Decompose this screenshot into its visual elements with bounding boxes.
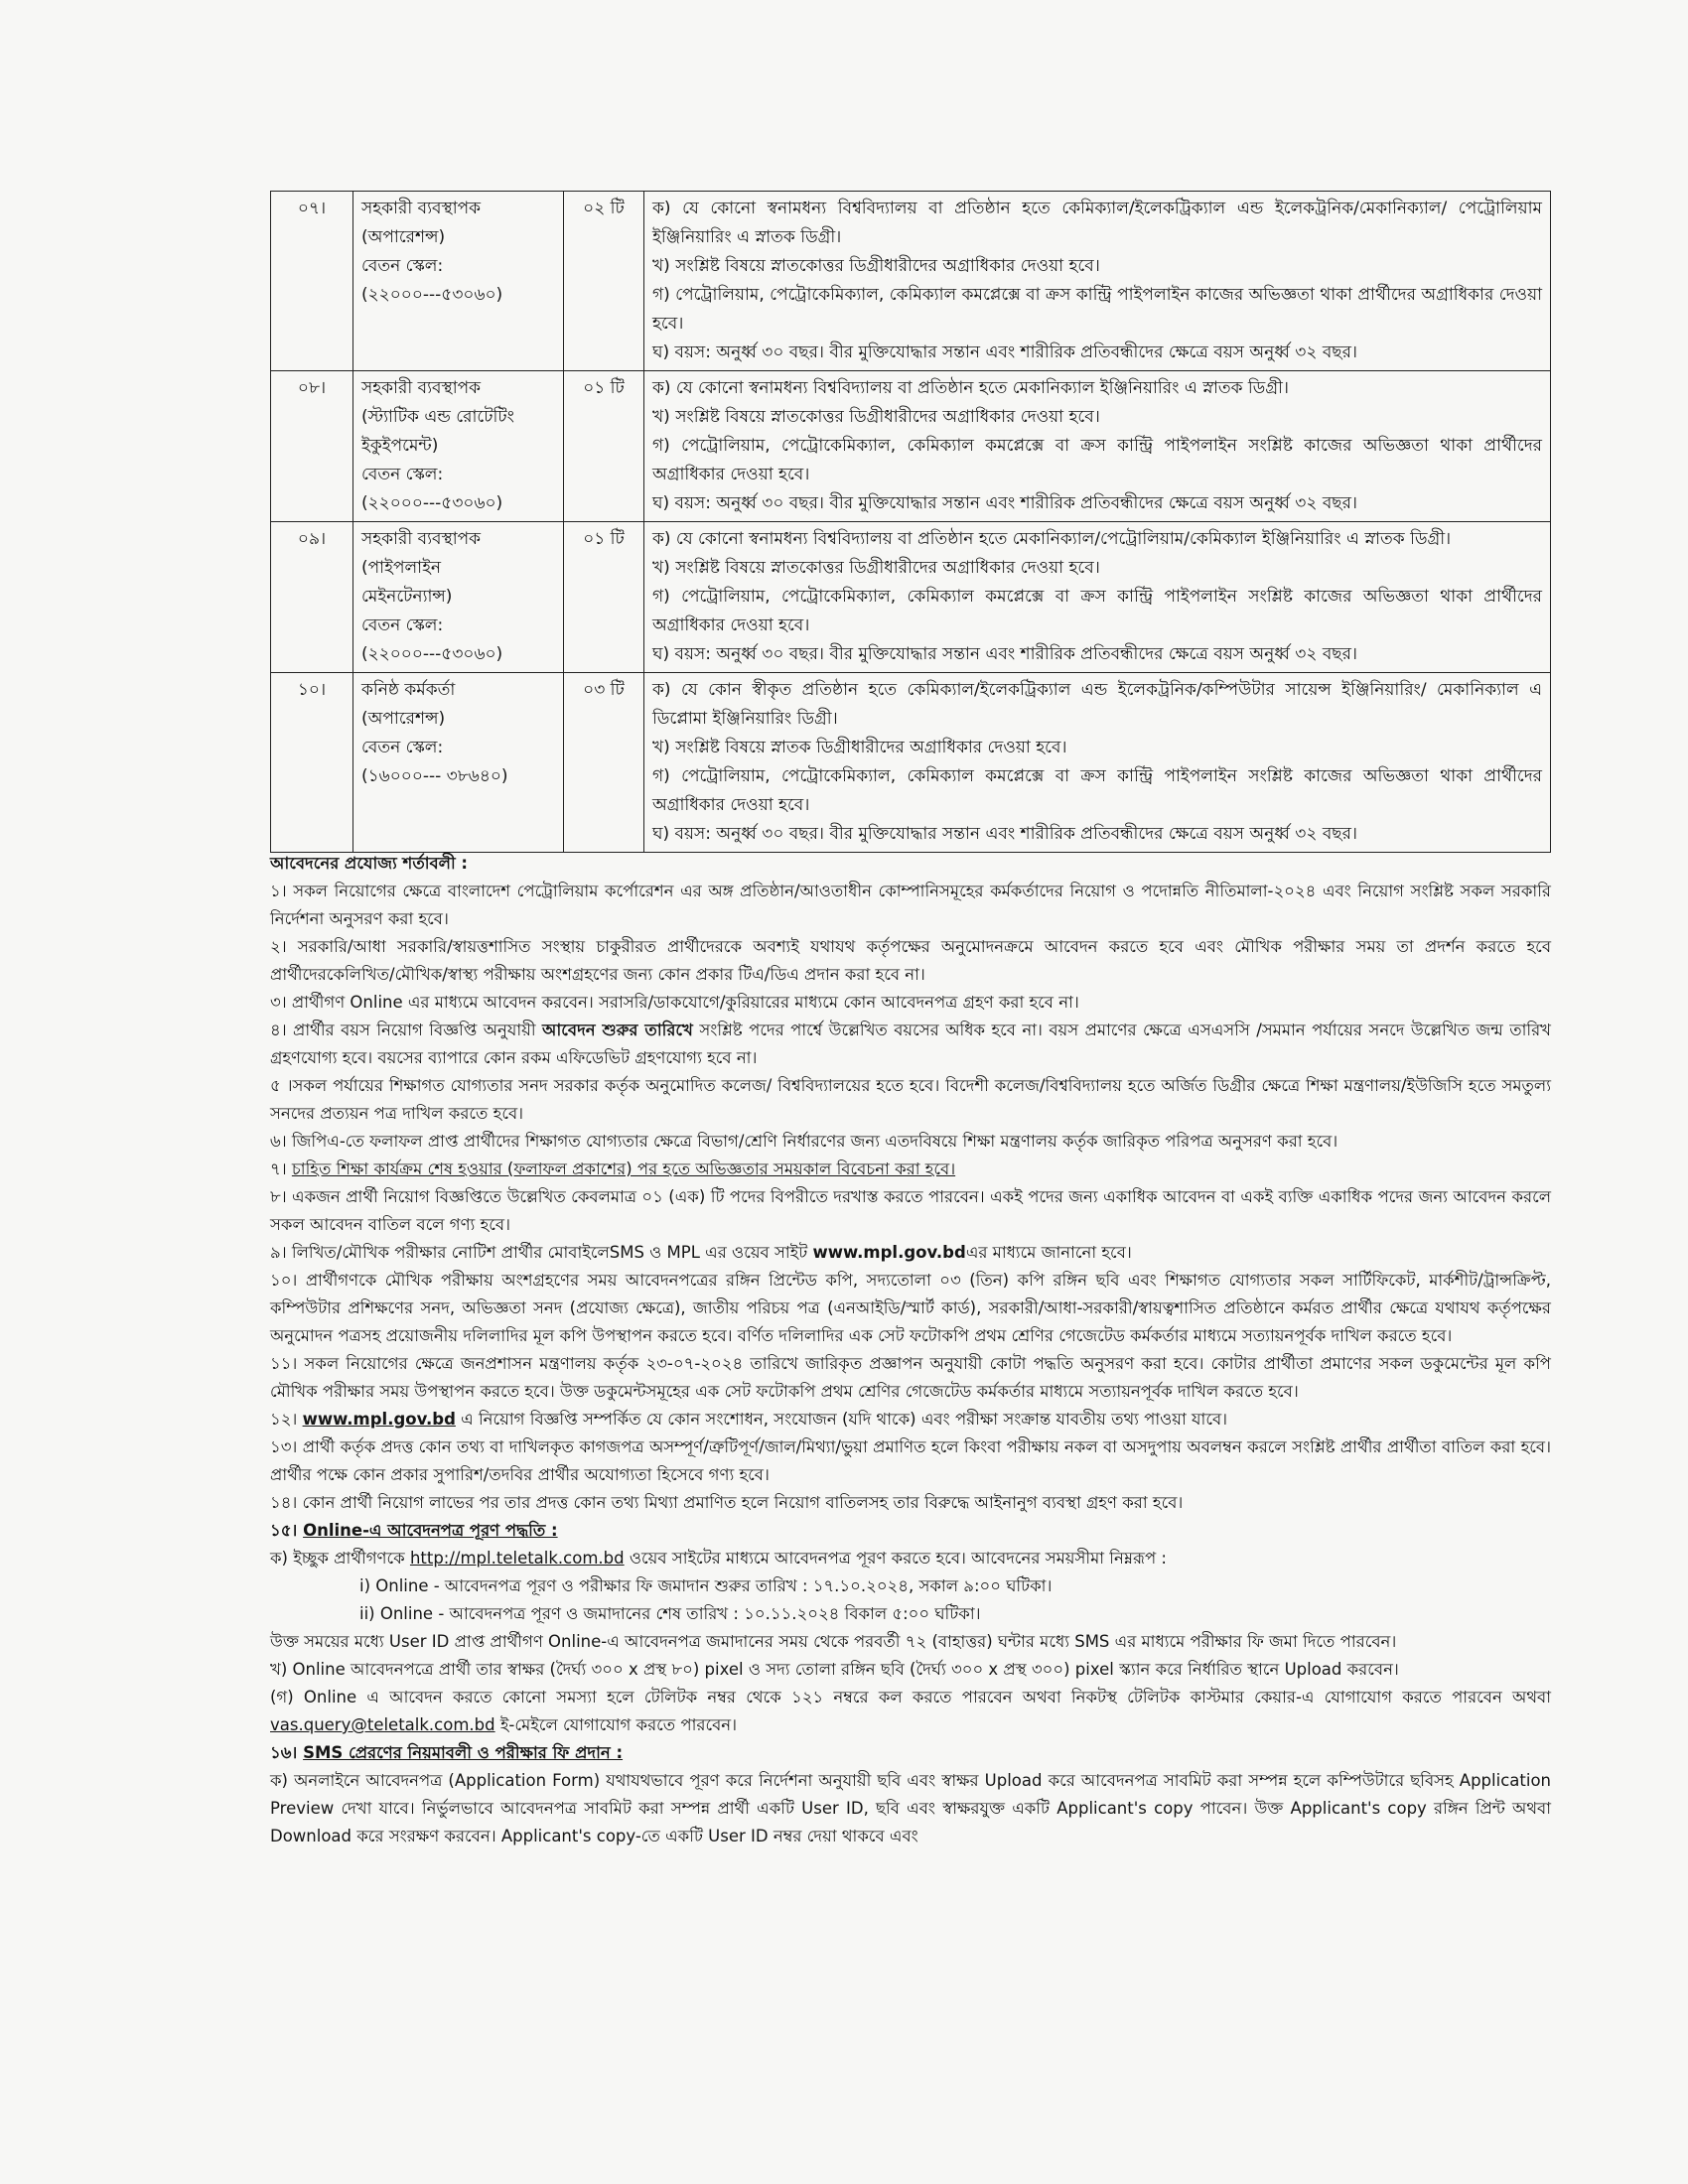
requirement-item: খ) সংশ্লিষ্ট বিষয়ে স্নাতকোত্তর ডিগ্রীধারীদের অগ্রাধিকার দেওয়া হবে। [652, 558, 1100, 578]
condition-12-rest: এ নিয়োগ বিজ্ঞপ্তি সম্পর্কিত যে কোন সংশোধন, সংযোজন (যদি থাকে) এবং পরীক্ষা সংক্রান্ত যাবতীয় তথ্য পাওয়া যাবে। [455, 1410, 1228, 1429]
condition-4-text: ৪। প্রার্থীর বয়স নিয়োগ বিজ্ঞপ্তি অনুযায়ী [270, 1021, 543, 1039]
condition-16-heading [270, 1739, 1551, 1767]
post-name-line: মেইনটেন্যান্স) [361, 587, 453, 607]
post-name-cell [353, 192, 564, 371]
condition-15c-text: (গ) Online এ আবেদন করতে কোনো সমস্যা হলে টেলিটক নম্বর থেকে ১২১ নম্বরে কল করতে পারবেন অথবা নিকটস্থ টেলিটক কাস্টমার কেয়ার-এ যোগাযোগ করতে পারবেন অথবা [270, 1688, 1551, 1706]
condition-4-rest: সংশ্লিষ্ট পদের পার্শ্বে উল্লেখিত বয়সের অধিক হবে না। বয়স প্রমাণের ক্ষেত্রে এসএসসি /সমমান পর্যায়ের সনদে উল্লেখিত জন্ম তারিখ গ্রহণযোগ্য হবে। বয়সের ব্যাপারে কোন রকম এফিডেভিট গ্রহণযোগ্য হবে না। [270, 1021, 1552, 1067]
post-name-cell [353, 673, 564, 853]
condition-6: ৬। জিপিএ-তে ফলাফল প্রাপ্ত প্রার্থীদের শিক্ষাগত যোগ্যতার ক্ষেত্রে বিভাগ/শ্রেণি নির্ধারণের জন্য এতদবিষয়ে শিক্ষা মন্ত্রণালয় কর্তৃক জারিকৃত পরিপত্র অনুসরণ করা হবে। [270, 1132, 1338, 1151]
requirement-item: গ) পেট্রোলিয়াম, পেট্রোকেমিক্যাল, কেমিক্যাল কমপ্লেক্সে বা ক্রস কান্ট্রি পাইপলাইন সংশ্লিষ্ট কাজের অভিজ্ঞতা থাকা প্রার্থীদের অগ্রাধিকার দেওয়া হবে। [652, 587, 1542, 635]
condition-8: ৮। একজন প্রার্থী নিয়োগ বিজ্ঞপ্তিতে উল্লেখিত কেবলমাত্র ০১ (এক) টি পদের বিপরীতে দরখাস্ত করতে পারবেন। একই পদের জন্য একাধিক আবেদন বা একই ব্যক্তি একাধিক পদের জন্য আবেদন করলে সকল আবেদন বাতিল বলে গণ্য হবে। [270, 1187, 1551, 1234]
requirement-item: ঘ) বয়স: অনুর্ধ্ব ৩০ বছর। বীর মুক্তিযোদ্ধার সন্তান এবং শারীরিক প্রতিবন্ধীদের ক্ষেত্রে বয়স অনুর্ধ্ব ৩২ বছর। [652, 493, 1358, 513]
condition-15-heading [270, 1517, 1551, 1545]
post-name-cell [353, 371, 564, 522]
post-name-line: সহকারী ব্যবস্থাপক [361, 529, 482, 549]
post-name-line: (২২০০০---৫৩০৬০) [361, 285, 503, 305]
post-name-line: (২২০০০---৫৩০৬০) [361, 493, 503, 513]
table-row [271, 673, 1551, 853]
condition-16a: ক) অনলাইনে আবেদনপত্র (Application Form) যথাযথভাবে পূরণ করে নির্দেশনা অনুযায়ী ছবি এবং স্বাক্ষর Upload করে আবেদনপত্র সাবমিট করা সম্পন্ন হলে কম্পিউটারে ছবিসহ Application Preview দেখা যাবে। নির্ভুলভাবে আবেদনপত্র সাবমিট করা সম্পন্ন প্রার্থী একটি User ID, ছবি এবং স্বাক্ষরযুক্ত একটি Applicant's copy পাবেন। উক্ত Applicant's copy রঙ্গিন প্রিন্ট অথবা Download করে সংরক্ষণ করবেন। Applicant's copy-তে একটি User ID নম্বর দেয়া থাকবে এবং [270, 1771, 1551, 1845]
post-quantity: ০১ টি [564, 371, 644, 522]
posts-table [270, 191, 1551, 853]
post-requirements-cell [644, 371, 1551, 522]
post-quantity: ০১ টি [564, 522, 644, 673]
condition-7-num: ৭। [270, 1160, 292, 1178]
condition-15c-rest: ই-মেইলে যোগাযোগ করতে পারবেন। [494, 1715, 738, 1734]
condition-12 [270, 1406, 1551, 1433]
post-serial: ০৭। [271, 192, 353, 371]
teletalk-email-link[interactable]: vas.query@teletalk.com.bd [270, 1715, 495, 1734]
condition-13: ১৩। প্রার্থী কর্তৃক প্রদত্ত কোন তথ্য বা দাখিলকৃত কাগজপত্র অসম্পূর্ণ/ত্রুটিপূর্ণ/জাল/মিথ্যা/ভুয়া প্রমাণিত হলে কিংবা পরীক্ষায় নকল বা অসদুপায় অবলম্বন করলে সংশ্লিষ্ট প্রার্থীর প্রার্থীতা বাতিল করা হবে। প্রার্থীর পক্ষে কোন প্রকার সুপারিশ/তদবির প্রার্থীর অযোগ্যতা হিসেবে গণ্য হবে। [270, 1437, 1551, 1484]
requirement-item: ঘ) বয়স: অনুর্ধ্ব ৩০ বছর। বীর মুক্তিযোদ্ধার সন্তান এবং শারীরিক প্রতিবন্ধীদের ক্ষেত্রে বয়স অনুর্ধ্ব ৩২ বছর। [652, 644, 1358, 664]
condition-4-emphasis: আবেদন শুরুর তারিখে [542, 1021, 693, 1039]
table-row [271, 522, 1551, 673]
requirement-item: গ) পেট্রোলিয়াম, পেট্রোকেমিক্যাল, কেমিক্যাল কমপ্লেক্সে বা ক্রস কান্ট্রি পাইপলাইন সংশ্লিষ্ট কাজের অভিজ্ঞতা থাকা প্রার্থীদের অগ্রাধিকার দেওয়া হবে। [652, 436, 1542, 484]
requirement-item: ঘ) বয়স: অনুর্ধ্ব ৩০ বছর। বীর মুক্তিযোদ্ধার সন্তান এবং শারীরিক প্রতিবন্ধীদের ক্ষেত্রে বয়স অনুর্ধ্ব ৩২ বছর। [652, 342, 1358, 362]
post-name-line: বেতন স্কেল: [361, 256, 444, 276]
condition-15a-note: উক্ত সময়ের মধ্যে User ID প্রাপ্ত প্রার্থীগণ Online-এ আবেদনপত্র জমাদানের সময় থেকে পরবর্তী ৭২ (বাহাত্তর) ঘন্টার মধ্যে SMS এর মাধ্যমে পরীক্ষার ফি জমা দিতে পারবেন। [270, 1632, 1397, 1651]
requirement-item: গ) পেট্রোলিয়াম, পেট্রোকেমিক্যাল, কেমিক্যাল কমপ্লেক্সে বা ক্রস কান্ট্রি পাইপলাইন কাজের অভিজ্ঞতা থাকা প্রার্থীদের অগ্রাধিকার দেওয়া হবে। [652, 285, 1543, 334]
condition-16-title: SMS প্রেরণের নিয়মাবলী ও পরীক্ষার ফি প্রদান : [303, 1743, 624, 1762]
condition-15a-end-date: ii) Online - আবেদনপত্র পূরণ ও জমাদানের শেষ তারিখ : ১০.১১.২০২৪ বিকাল ৫:০০ ঘটিকা। [359, 1604, 981, 1623]
requirement-item: ক) যে কোন স্বীকৃত প্রতিষ্ঠান হতে কেমিক্যাল/ইলেকট্রিক্যাল এন্ড ইলেকট্রনিক/কম্পিউটার সায়েন্স ইঞ্জিনিয়ারিং/ মেকানিক্যাল এ ডিপ্লোমা ইঞ্জিনিয়ারিং ডিগ্রী। [652, 680, 1542, 729]
table-row [271, 371, 1551, 522]
mpl-website-link-2[interactable]: www.mpl.gov.bd [302, 1410, 456, 1429]
requirement-item: ঘ) বয়স: অনুর্ধ্ব ৩০ বছর। বীর মুক্তিযোদ্ধার সন্তান এবং শারীরিক প্রতিবন্ধীদের ক্ষেত্রে বয়স অনুর্ধ্ব ৩২ বছর। [652, 824, 1358, 844]
teletalk-link[interactable]: http://mpl.teletalk.com.bd [409, 1549, 625, 1568]
post-name-cell [353, 522, 564, 673]
post-name-line: সহকারী ব্যবস্থাপক [361, 199, 482, 218]
requirement-item: ক) যে কোনো স্বনামধন্য বিশ্ববিদ্যালয় বা প্রতিষ্ঠান হতে কেমিক্যাল/ইলেকট্রিক্যাল এন্ড ইলেকট্রনিক/মেকানিক্যাল/ পেট্রোলিয়াম ইঞ্জিনিয়ারিং এ স্নাতক ডিগ্রী। [652, 199, 1542, 247]
post-name-line: সহকারী ব্যবস্থাপক [361, 378, 482, 398]
condition-3: ৩। প্রার্থীগণ Online এর মাধ্যমে আবেদন করবেন। সরাসরি/ডাকযোগে/কুরিয়ারের মাধ্যমে কোন আবেদনপত্র গ্রহণ করা হবে না। [270, 993, 1079, 1012]
post-serial: ০৮। [271, 371, 353, 522]
condition-15-title: Online-এ আবেদনপত্র পূরণ পদ্ধতি : [303, 1521, 558, 1540]
post-name-line: (পাইপলাইন [361, 558, 442, 578]
condition-1: ১। সকল নিয়োগের ক্ষেত্রে বাংলাদেশ পেট্রোলিয়াম কর্পোরেশন এর অঙ্গ প্রতিষ্ঠান/আওতাধীন কোম্পানিসমূহের কর্মকর্তাদের নিয়োগ ও পদোন্নতি নীতিমালা-২০২৪ এবং নিয়োগ সংশ্লিষ্ট সকল সরকারি নির্দেশনা অনুসরণ করা হবে। [270, 882, 1551, 928]
post-quantity: ০২ টি [564, 192, 644, 371]
requirement-item: খ) সংশ্লিষ্ট বিষয়ে স্নাতকোত্তর ডিগ্রীধারীদের অগ্রাধিকার দেওয়া হবে। [652, 407, 1100, 427]
requirement-item: গ) পেট্রোলিয়াম, পেট্রোকেমিক্যাল, কেমিক্যাল কমপ্লেক্সে বা ক্রস কান্ট্রি পাইপলাইন সংশ্লিষ্ট কাজের অভিজ্ঞতা থাকা প্রার্থীদের অগ্রাধিকার দেওয়া হবে। [652, 766, 1542, 815]
condition-7-text: চাহিত শিক্ষা কার্যক্রম শেষ হওয়ার (ফলাফল প্রকাশের) পর হতে অভিজ্ঞতার সময়কাল বিবেচনা করা হবে। [291, 1160, 956, 1178]
requirement-item: খ) সংশ্লিষ্ট বিষয়ে স্নাতক ডিগ্রীধারীদের অগ্রাধিকার দেওয়া হবে। [652, 738, 1067, 757]
condition-15a-start-date: i) Online - আবেদনপত্র পূরণ ও পরীক্ষার ফি জমাদান শুরুর তারিখ : ১৭.১০.২০২৪, সকাল ৯:০০ ঘটিকা। [359, 1576, 1053, 1595]
condition-9-text: ৯। লিখিত/মৌখিক পরীক্ষার নোটিশ প্রার্থীর মোবাইলেSMS ও MPL এর ওয়েব সাইট [270, 1243, 813, 1262]
condition-15a-text: ক) ইচ্ছুক প্রার্থীগণকে [270, 1549, 410, 1568]
requirement-item: ক) যে কোনো স্বনামধন্য বিশ্ববিদ্যালয় বা প্রতিষ্ঠান হতে মেকানিক্যাল/পেট্রোলিয়াম/কেমিক্যাল ইঞ্জিনিয়ারিং এ স্নাতক ডিগ্রী। [652, 529, 1452, 549]
condition-15b: খ) Online আবেদনপত্রে প্রার্থী তার স্বাক্ষর (দৈর্ঘ্য ৩০০ x প্রস্থ ৮০) pixel ও সদ্য তোলা রঙ্গিন ছবি (দৈর্ঘ্য ৩০০ x প্রস্থ ৩০০) pixel স্ক্যান করে নির্ধারিত স্থানে Upload করবেন। [270, 1660, 1399, 1679]
condition-15c [270, 1684, 1551, 1739]
post-serial: ০৯। [271, 522, 353, 673]
condition-12-num: ১২। [270, 1410, 303, 1429]
post-name-line: বেতন স্কেল: [361, 615, 444, 635]
condition-15a [270, 1545, 1551, 1572]
post-name-line: (অপারেশন্স) [361, 709, 446, 729]
condition-16-num: ১৬। [270, 1743, 304, 1762]
condition-15a-rest: ওয়েব সাইটের মাধ্যমে আবেদনপত্র পূরণ করতে হবে। আবেদনের সময়সীমা নিম্নরূপ : [624, 1549, 1167, 1568]
condition-4 [270, 1017, 1551, 1072]
post-name-line: (২২০০০---৫৩০৬০) [361, 644, 503, 664]
post-serial: ১০। [271, 673, 353, 853]
requirement-item: ক) যে কোনো স্বনামধন্য বিশ্ববিদ্যালয় বা প্রতিষ্ঠান হতে মেকানিক্যাল ইঞ্জিনিয়ারিং এ স্নাতক ডিগ্রী। [652, 378, 1289, 398]
post-requirements-cell [644, 673, 1551, 853]
post-requirements-cell [644, 522, 1551, 673]
condition-11: ১১। সকল নিয়োগের ক্ষেত্রে জনপ্রশাসন মন্ত্রণালয় কর্তৃক ২৩-০৭-২০২৪ তারিখে জারিকৃত প্রজ্ঞাপন অনুযায়ী কোটা পদ্ধতি অনুসরণ করা হবে। কোটার প্রার্থীতা প্রমাণের সকল ডকুমেন্টের মূল কপি মৌখিক পরীক্ষার সময় উপস্থাপন করতে হবে। উক্ত ডকুমেন্টসমূহের এক সেট ফটোকপি প্রথম শ্রেণির গেজেটেড কর্মকর্তার মাধ্যমে সত্যায়নপূর্বক দাখিল করতে হবে। [270, 1354, 1551, 1401]
post-name-line: বেতন স্কেল: [361, 738, 444, 757]
condition-9-rest: এর মাধ্যমে জানানো হবে। [965, 1243, 1132, 1262]
post-name-line: (১৬০০০--- ৩৮৬৪০) [361, 766, 508, 786]
condition-2: ২। সরকারি/আধা সরকারি/স্বায়ত্তশাসিত সংস্থায় চাকুরীরত প্রার্থীদেরকে অবশ্যই যথাযথ কর্তৃপক্ষের অনুমোদনক্রমে আবেদন করতে হবে এবং মৌখিক পরীক্ষার সময় তা প্রদর্শন করতে হবে প্রার্থীদেরকেলিখিত/মৌখিক/স্বাস্থ্য পরীক্ষায় অংশগ্রহণের জন্য কোন প্রকার টিএ/ডিএ প্রদান করা হবে না। [270, 937, 1551, 984]
condition-10: ১০। প্রার্থীগণকে মৌখিক পরীক্ষায় অংশগ্রহণের সময় আবেদনপত্রের রঙ্গিন প্রিন্টেড কপি, সদ্যতোলা ০৩ (তিন) কপি রঙ্গিন ছবি এবং শিক্ষাগত যোগ্যতার সকল সার্টিফিকেট, মার্কশীট/ট্রান্সক্রিপ্ট, কম্পিউটার প্রশিক্ষণের সনদ, অভিজ্ঞতা সনদ (প্রযোজ্য ক্ষেত্রে), জাতীয় পরিচয় পত্র (এনআইডি/স্মার্ট কার্ড), সরকারী/আধা-সরকারী/স্বায়ত্বশাসিত প্রতিষ্ঠানে কর্মরত প্রার্থীর ক্ষেত্রে যথাযথ কর্তৃপক্ষের অনুমোদন পত্রসহ প্রয়োজনীয় দলিলাদির মূল কপি উপস্থাপন করতে হবে। বর্ণিত দলিলাদির এক সেট ফটোকপি প্রথম শ্রেণির গেজেটেড কর্মকর্তার মাধ্যমে সত্যায়নপূর্বক দাখিল করতে হবে। [270, 1271, 1551, 1345]
post-quantity: ০৩ টি [564, 673, 644, 853]
table-row [271, 192, 1551, 371]
condition-7 [270, 1156, 1551, 1183]
post-name-line: কনিষ্ঠ কর্মকর্তা [361, 680, 456, 700]
condition-14: ১৪। কোন প্রার্থী নিয়োগ লাভের পর তার প্রদত্ত কোন তথ্য মিথ্যা প্রমাণিত হলে নিয়োগ বাতিলসহ তার বিরুদ্ধে আইনানুগ ব্যবস্থা গ্রহণ করা হবে। [270, 1493, 1184, 1512]
post-name-line: (অপারেশন্স) [361, 227, 446, 247]
post-requirements-cell [644, 192, 1551, 371]
mpl-website-link[interactable]: www.mpl.gov.bd [812, 1243, 966, 1262]
conditions-heading: আবেদনের প্রযোজ্য শর্তাবলী : [270, 854, 469, 873]
post-name-line: ইকুইপমেন্ট) [361, 436, 439, 456]
post-name-line: (স্ট্যাটিক এন্ড রোটেটিং [361, 407, 514, 427]
condition-5: ৫ ।সকল পর্যায়ের শিক্ষাগত যোগ্যতার সনদ সরকার কর্তৃক অনুমোদিত কলেজ/ বিশ্ববিদ্যালয়ের হতে হবে। বিদেশী কলেজ/বিশ্ববিদ্যালয় হতে অর্জিত ডিগ্রীর ক্ষেত্রে শিক্ষা মন্ত্রণালয়/ইউজিসি হতে সমতুল্য সনদের প্রত্যয়ন পত্র দাখিল করতে হবে। [270, 1076, 1551, 1123]
requirement-item: খ) সংশ্লিষ্ট বিষয়ে স্নাতকোত্তর ডিগ্রীধারীদের অগ্রাধিকার দেওয়া হবে। [652, 256, 1100, 276]
condition-15-num: ১৫। [270, 1521, 304, 1540]
conditions-section [270, 850, 1551, 1850]
post-name-line: বেতন স্কেল: [361, 465, 444, 484]
condition-9 [270, 1239, 1551, 1267]
